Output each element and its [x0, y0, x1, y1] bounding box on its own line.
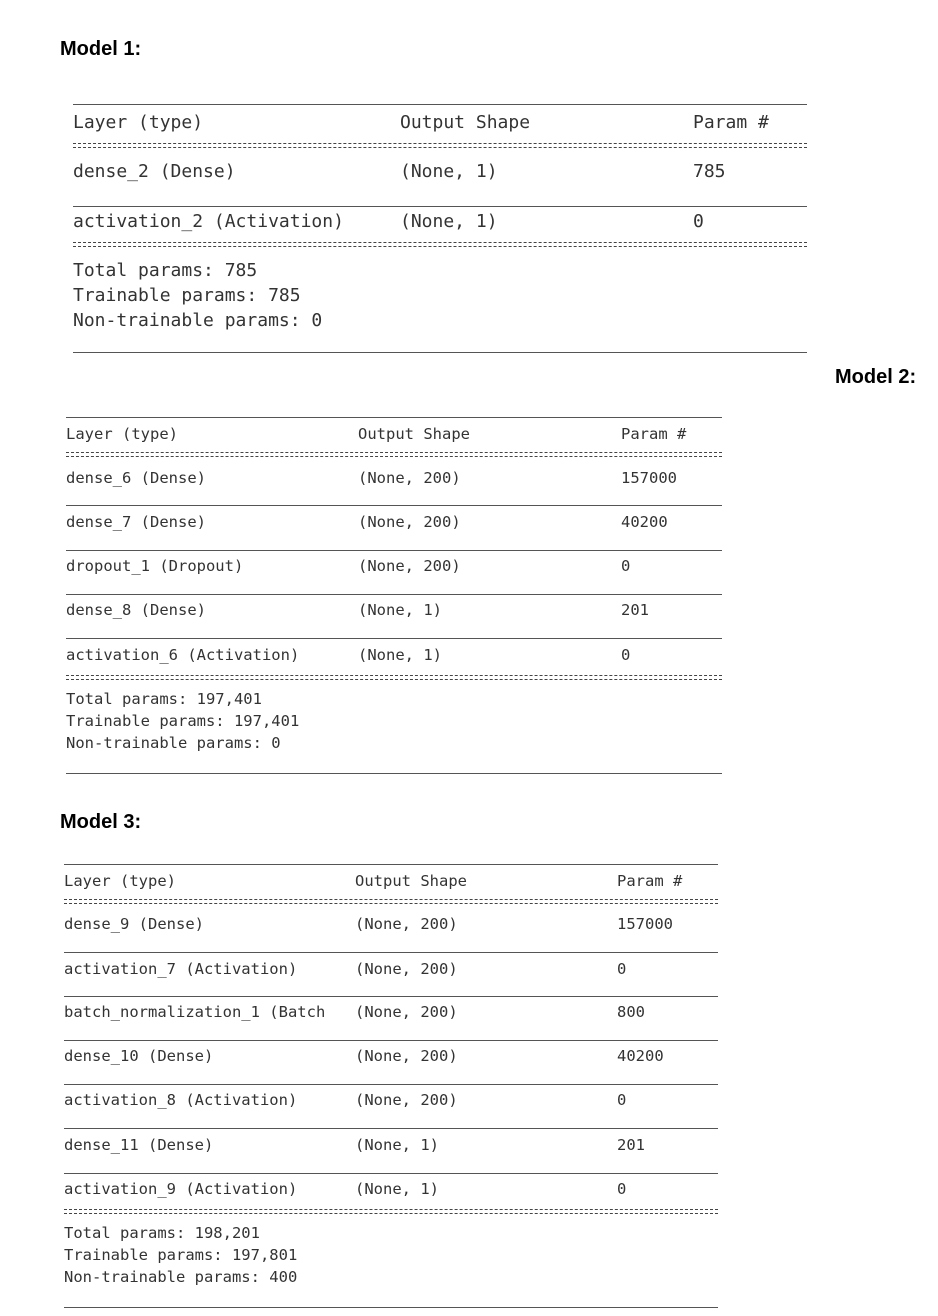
- header-shape: Output Shape: [355, 872, 467, 890]
- layer-name: dense_2 (Dense): [73, 161, 236, 182]
- rule-line: [64, 1040, 718, 1041]
- header-param: Param #: [621, 425, 687, 443]
- layer-param: 0: [617, 1180, 627, 1198]
- layer-param: 157000: [617, 915, 673, 933]
- layer-name: dense_9 (Dense): [64, 915, 204, 933]
- header-layer: Layer (type): [64, 872, 176, 890]
- double-rule: [66, 452, 722, 457]
- header-layer: Layer (type): [73, 112, 204, 133]
- non-trainable-params: Non-trainable params: 0: [73, 310, 323, 331]
- rule-line: [64, 864, 718, 865]
- layer-shape: (None, 200): [358, 469, 461, 487]
- double-rule: [73, 242, 807, 247]
- layer-shape: (None, 200): [355, 960, 458, 978]
- layer-param: 0: [617, 1091, 627, 1109]
- rule-line: [66, 773, 722, 774]
- layer-shape: (None, 200): [355, 1091, 458, 1109]
- layer-param: 0: [693, 211, 704, 232]
- rule-line: [66, 594, 722, 595]
- layer-param: 201: [621, 601, 649, 619]
- layer-name: dense_6 (Dense): [66, 469, 206, 487]
- layer-name: activation_7 (Activation): [64, 960, 298, 978]
- rule-line: [73, 206, 807, 207]
- layer-shape: (None, 200): [355, 915, 458, 933]
- layer-shape: (None, 1): [358, 601, 442, 619]
- layer-param: 40200: [617, 1047, 664, 1065]
- layer-name: batch_normalization_1 (Batch: [64, 1003, 326, 1021]
- model-1-heading: Model 1:: [60, 38, 142, 60]
- rule-line: [73, 352, 807, 353]
- layer-param: 40200: [621, 513, 668, 531]
- double-rule: [73, 143, 807, 148]
- rule-line: [66, 417, 722, 418]
- non-trainable-params: Non-trainable params: 0: [66, 734, 281, 752]
- layer-shape: (None, 200): [355, 1003, 458, 1021]
- layer-name: activation_6 (Activation): [66, 646, 300, 664]
- rule-line: [66, 550, 722, 551]
- layer-name: activation_9 (Activation): [64, 1180, 298, 1198]
- header-shape: Output Shape: [358, 425, 470, 443]
- layer-param: 201: [617, 1136, 645, 1154]
- layer-shape: (None, 1): [400, 161, 498, 182]
- layer-name: dropout_1 (Dropout): [66, 557, 244, 575]
- model-2-heading: Model 2:: [835, 366, 917, 388]
- trainable-params: Trainable params: 197,801: [64, 1246, 298, 1264]
- double-rule: [64, 1209, 718, 1214]
- header-param: Param #: [693, 112, 769, 133]
- layer-name: activation_8 (Activation): [64, 1091, 298, 1109]
- double-rule: [66, 675, 722, 680]
- layer-param: 0: [617, 960, 627, 978]
- total-params: Total params: 785: [73, 260, 258, 281]
- layer-param: 800: [617, 1003, 645, 1021]
- layer-shape: (None, 1): [400, 211, 498, 232]
- layer-param: 785: [693, 161, 726, 182]
- rule-line: [64, 996, 718, 997]
- header-layer: Layer (type): [66, 425, 178, 443]
- layer-param: 0: [621, 646, 631, 664]
- layer-shape: (None, 1): [355, 1180, 439, 1198]
- rule-line: [66, 638, 722, 639]
- layer-name: dense_11 (Dense): [64, 1136, 214, 1154]
- header-param: Param #: [617, 872, 683, 890]
- layer-shape: (None, 200): [355, 1047, 458, 1065]
- non-trainable-params: Non-trainable params: 400: [64, 1268, 298, 1286]
- layer-shape: (None, 200): [358, 513, 461, 531]
- rule-line: [64, 952, 718, 953]
- layer-shape: (None, 200): [358, 557, 461, 575]
- model-3-heading: Model 3:: [60, 811, 142, 833]
- layer-shape: (None, 1): [358, 646, 442, 664]
- layer-name: dense_8 (Dense): [66, 601, 206, 619]
- trainable-params: Trainable params: 197,401: [66, 712, 300, 730]
- layer-param: 0: [621, 557, 631, 575]
- rule-line: [64, 1128, 718, 1129]
- double-rule: [64, 899, 718, 904]
- rule-line: [66, 505, 722, 506]
- rule-line: [64, 1307, 718, 1308]
- header-shape: Output Shape: [400, 112, 531, 133]
- rule-line: [64, 1084, 718, 1085]
- layer-name: dense_7 (Dense): [66, 513, 206, 531]
- layer-name: dense_10 (Dense): [64, 1047, 214, 1065]
- rule-line: [73, 104, 807, 105]
- layer-shape: (None, 1): [355, 1136, 439, 1154]
- layer-param: 157000: [621, 469, 677, 487]
- rule-line: [64, 1173, 718, 1174]
- total-params: Total params: 197,401: [66, 690, 262, 708]
- layer-name: activation_2 (Activation): [73, 211, 344, 232]
- total-params: Total params: 198,201: [64, 1224, 260, 1242]
- trainable-params: Trainable params: 785: [73, 285, 301, 306]
